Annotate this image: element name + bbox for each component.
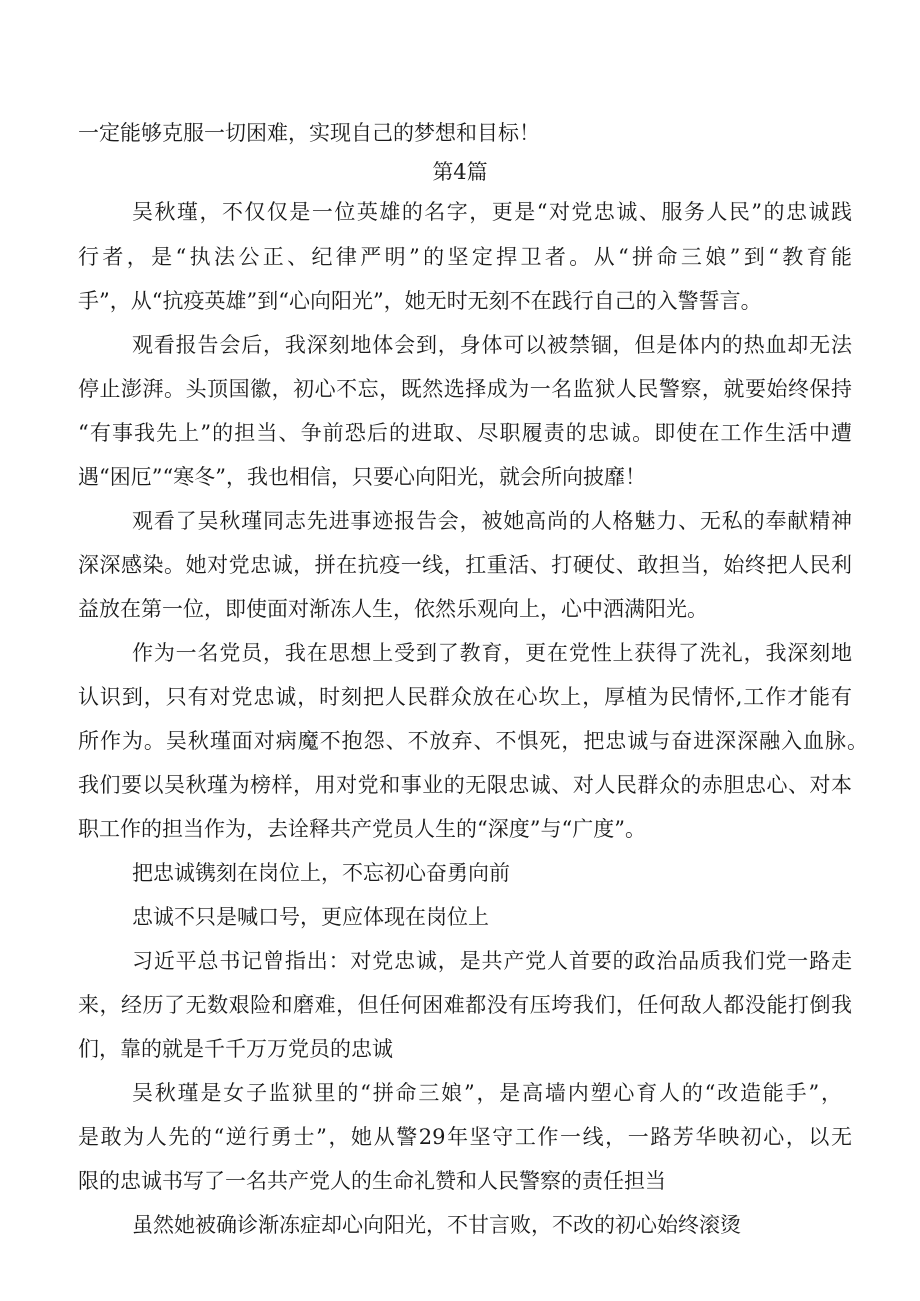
text-line: 吴秋瑾，不仅仅是一位英雄的名字，更是“对党忠诚、服务人民”的忠诚践	[132, 200, 852, 224]
text-line: “有事我先上”的担当、争前恐后的进取、尽职履责的忠诚。即使在工作生活中遭	[78, 421, 852, 445]
text-line: 益放在第一位，即使面对渐冻人生，依然乐观向上，心中洒满阳光。	[78, 597, 708, 621]
text-line: 来，经历了无数艰险和磨难，但任何困难都没有压垮我们，任何敌人都没能打倒我	[78, 993, 852, 1017]
text-line: 遇“困厄”“寒冬”，我也相信，只要心向阳光，就会所向披靡！	[78, 465, 646, 489]
text-line: 习近平总书记曾指出：对党忠诚，是共产党人首要的政治品质我们党一路走	[132, 949, 852, 973]
text-line: 所作为。吴秋瑾面对病魔不抱怨、不放弃、不惧死，把忠诚与奋进深深融入血脉。	[78, 729, 868, 753]
text-line: 把忠诚镌刻在岗位上，不忘初心奋勇向前	[132, 861, 510, 885]
text-line: 吴秋瑾是女子监狱里的“拼命三娘”，是高墙内塑心育人的“改造能手”，	[132, 1081, 842, 1105]
text-line: 们，靠的就是千千万万党员的忠诚	[78, 1037, 393, 1061]
text-line: 一定能够克服一切困难，实现自己的梦想和目标！	[78, 121, 540, 145]
text-line: 虽然她被确诊渐冻症却心向阳光，不甘言败，不改的初心始终滚烫	[132, 1213, 741, 1237]
text-line: 我们要以吴秋瑾为榜样，用对党和事业的无限忠诚、对人民群众的赤胆忠心、对本	[78, 773, 852, 797]
text-line: 手”，从“抗疫英雄”到“心向阳光”，她无时无刻不在践行自己的入警誓言。	[78, 289, 762, 313]
text-line: 是敢为人先的“逆行勇士”，她从警29年坚守工作一线，一路芳华映初心，以无	[78, 1125, 852, 1149]
text-line: 观看了吴秋瑾同志先进事迹报告会，被她高尚的人格魅力、无私的奉献精神	[132, 509, 852, 533]
text-line: 作为一名党员，我在思想上受到了教育，更在党性上获得了洗礼，我深刻地	[132, 641, 852, 665]
text-line: 深深感染。她对党忠诚，拼在抗疫一线，扛重活、打硬仗、敢担当，始终把人民利	[78, 553, 852, 577]
text-line: 认识到，只有对党忠诚，时刻把人民群众放在心坎上，厚植为民情怀,工作才能有	[78, 685, 852, 709]
section-heading: 第4篇	[432, 160, 488, 184]
text-line: 限的忠诚书写了一名共产党人的生命礼赞和人民警察的责任担当	[78, 1169, 666, 1193]
text-line: 忠诚不只是喊口号，更应体现在岗位上	[132, 905, 489, 929]
text-line: 行者，是“执法公正、纪律严明”的坚定捍卫者。从“拼命三娘”到“教育能	[78, 245, 852, 269]
text-line: 职工作的担当作为，去诠释共产党员人生的“深度”与“广度”。	[78, 817, 646, 841]
text-line: 观看报告会后，我深刻地体会到，身体可以被禁锢，但是体内的热血却无法	[132, 333, 852, 357]
text-line: 停止澎湃。头顶国徽，初心不忘，既然选择成为一名监狱人民警察，就要始终保持	[78, 377, 852, 401]
